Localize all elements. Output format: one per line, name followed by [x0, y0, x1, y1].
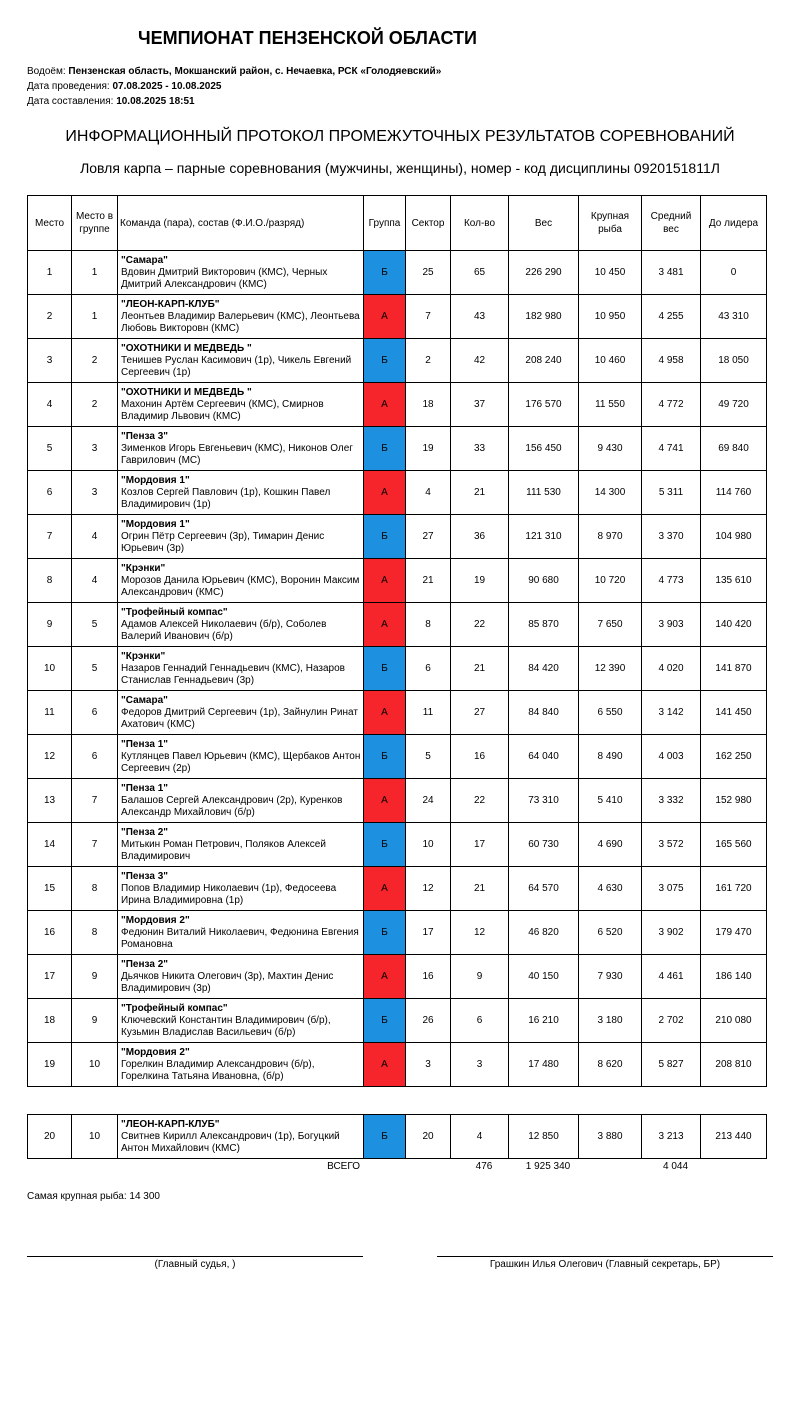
cell-avg: 4 020	[642, 647, 701, 691]
cell-avg: 3 481	[642, 251, 701, 295]
cell-place: 14	[28, 823, 72, 867]
group-badge: А	[364, 383, 406, 427]
cell-place: 12	[28, 735, 72, 779]
cell-count: 42	[451, 339, 509, 383]
cell-big-fish: 3 180	[579, 999, 642, 1043]
team-members: Балашов Сергей Александрович (2р), Куренков Александр Михайлович (б/р)	[121, 794, 343, 818]
table-row	[28, 867, 767, 911]
cell-sector: 17	[406, 911, 451, 955]
cell-big-fish: 8 620	[579, 1043, 642, 1087]
cell-place: 2	[28, 295, 72, 339]
venue-value: Пензенская область, Мокшанский район, с. Нечаевка, РСК «Голодяевский»	[68, 66, 442, 77]
venue-line	[27, 64, 441, 79]
totals-avg: 4 044	[662, 1161, 689, 1172]
team-name: "Крэнки"	[121, 562, 166, 574]
cell-count: 17	[451, 823, 509, 867]
cell-to-leader: 140 420	[701, 603, 767, 647]
cell-big-fish: 4 690	[579, 823, 642, 867]
cell-sector: 11	[406, 691, 451, 735]
cell-avg: 3 903	[642, 603, 701, 647]
cell-place: 7	[28, 515, 72, 559]
cell-place: 13	[28, 779, 72, 823]
cell-to-leader: 208 810	[701, 1043, 767, 1087]
cell-place: 3	[28, 339, 72, 383]
cell-sector: 27	[406, 515, 451, 559]
cell-to-leader: 69 840	[701, 427, 767, 471]
col-header-avg: Средний вес	[642, 196, 701, 251]
team-name: "Мордовия 1"	[121, 518, 190, 530]
table-row	[28, 339, 767, 383]
cell-sector: 25	[406, 251, 451, 295]
group-badge: А	[364, 691, 406, 735]
cell-place: 9	[28, 603, 72, 647]
cell-team	[118, 427, 364, 471]
cell-sector: 10	[406, 823, 451, 867]
cell-team	[118, 471, 364, 515]
cell-avg: 4 255	[642, 295, 701, 339]
judge-signature-line	[27, 1256, 363, 1257]
cell-group-place: 9	[72, 999, 118, 1043]
cell-team	[118, 735, 364, 779]
cell-sector: 26	[406, 999, 451, 1043]
totals-label: ВСЕГО	[327, 1161, 360, 1172]
secretary-signature-label: Грашкин Илья Олегович (Главный секретарь, БР)	[489, 1259, 721, 1270]
cell-to-leader: 49 720	[701, 383, 767, 427]
cell-count: 19	[451, 559, 509, 603]
cell-big-fish: 3 880	[579, 1115, 642, 1159]
cell-weight: 84 420	[509, 647, 579, 691]
cell-group-place: 10	[72, 1043, 118, 1087]
cell-to-leader: 161 720	[701, 867, 767, 911]
cell-group-place: 4	[72, 515, 118, 559]
cell-sector: 7	[406, 295, 451, 339]
group-badge: Б	[364, 735, 406, 779]
team-members: Морозов Данила Юрьевич (КМС), Воронин Максим Александрович (КМС)	[121, 574, 360, 598]
group-badge: Б	[364, 251, 406, 295]
team-members: Митькин Роман Петрович, Поляков Алексей Владимирович	[121, 838, 326, 862]
group-badge: А	[364, 559, 406, 603]
cell-avg: 3 902	[642, 911, 701, 955]
cell-to-leader: 162 250	[701, 735, 767, 779]
cell-weight: 40 150	[509, 955, 579, 999]
col-header-weight: Вес	[509, 196, 579, 251]
cell-avg: 4 773	[642, 559, 701, 603]
cell-place: 1	[28, 251, 72, 295]
group-badge: А	[364, 867, 406, 911]
cell-big-fish: 9 430	[579, 427, 642, 471]
team-name: "Пенза 2"	[121, 958, 169, 970]
totals-count: 476	[475, 1161, 493, 1172]
group-badge: Б	[364, 339, 406, 383]
cell-avg: 4 741	[642, 427, 701, 471]
cell-weight: 73 310	[509, 779, 579, 823]
judge-signature-label: (Главный судья, )	[154, 1259, 236, 1270]
cell-sector: 24	[406, 779, 451, 823]
cell-count: 9	[451, 955, 509, 999]
cell-sector: 12	[406, 867, 451, 911]
table-row	[28, 911, 767, 955]
group-badge: А	[364, 955, 406, 999]
col-header-group: Группа	[364, 196, 406, 251]
team-name: "Мордовия 1"	[121, 474, 190, 486]
cell-place: 4	[28, 383, 72, 427]
cell-group-place: 8	[72, 911, 118, 955]
cell-place: 15	[28, 867, 72, 911]
compiled-label: Дата составления:	[27, 96, 114, 107]
cell-weight: 182 980	[509, 295, 579, 339]
team-members: Попов Владимир Николаевич (1р), Федосеева Ирина Владимировна (1р)	[121, 882, 337, 906]
table-row	[28, 603, 767, 647]
cell-big-fish: 8 970	[579, 515, 642, 559]
cell-big-fish: 5 410	[579, 779, 642, 823]
cell-weight: 121 310	[509, 515, 579, 559]
cell-group-place: 2	[72, 383, 118, 427]
cell-big-fish: 8 490	[579, 735, 642, 779]
group-badge: А	[364, 471, 406, 515]
team-members: Зименков Игорь Евгеньевич (КМС), Никонов Олег Гаврилович (МС)	[121, 442, 353, 466]
cell-avg: 4 003	[642, 735, 701, 779]
table-row	[28, 295, 767, 339]
cell-avg: 2 702	[642, 999, 701, 1043]
cell-place: 18	[28, 999, 72, 1043]
team-name: "Пенза 2"	[121, 826, 169, 838]
cell-avg: 4 772	[642, 383, 701, 427]
compiled-line	[27, 94, 195, 109]
cell-team	[118, 647, 364, 691]
team-members: Назаров Геннадий Геннадьевич (КМС), Назаров Станислав Геннадьевич (3р)	[121, 662, 345, 686]
protocol-title: ИНФОРМАЦИОННЫЙ ПРОТОКОЛ ПРОМЕЖУТОЧНЫХ РЕЗУЛЬТАТОВ СОРЕВНОВАНИЙ	[65, 128, 735, 145]
cell-to-leader: 141 450	[701, 691, 767, 735]
page-title: ЧЕМПИОНАТ ПЕНЗЕНСКОЙ ОБЛАСТИ	[138, 28, 477, 48]
results-table	[27, 195, 767, 1087]
cell-team	[118, 955, 364, 999]
team-members: Тенишев Руслан Касимович (1р), Чикель Евгений Сергеевич (1р)	[121, 354, 352, 378]
cell-team	[118, 1043, 364, 1087]
cell-avg: 4 958	[642, 339, 701, 383]
team-members: Дьячков Никита Олегович (3р), Махтин Денис Владимирович (3р)	[121, 970, 334, 994]
cell-count: 6	[451, 999, 509, 1043]
cell-team	[118, 339, 364, 383]
team-name: "ОХОТНИКИ И МЕДВЕДЬ "	[121, 342, 252, 354]
cell-sector: 19	[406, 427, 451, 471]
cell-team	[118, 691, 364, 735]
totals-weight: 1 925 340	[525, 1161, 571, 1172]
cell-big-fish: 10 460	[579, 339, 642, 383]
col-header-team: Команда (пара), состав (Ф.И.О./разряд)	[118, 196, 364, 251]
cell-avg: 3 075	[642, 867, 701, 911]
col-header-sector: Сектор	[406, 196, 451, 251]
cell-weight: 111 530	[509, 471, 579, 515]
cell-big-fish: 10 720	[579, 559, 642, 603]
team-name: "Трофейный компас"	[121, 606, 228, 618]
table-row	[28, 691, 767, 735]
team-members: Горелкин Владимир Александрович (б/р), Горелкина Татьяна Ивановна, (б/р)	[121, 1058, 315, 1082]
cell-team	[118, 1115, 364, 1159]
cell-count: 21	[451, 647, 509, 691]
group-badge: А	[364, 295, 406, 339]
col-header-to-leader: До лидера	[701, 196, 767, 251]
team-name: "ЛЕОН-КАРП-КЛУБ"	[121, 1118, 220, 1130]
cell-big-fish: 6 520	[579, 911, 642, 955]
cell-to-leader: 43 310	[701, 295, 767, 339]
team-name: "ЛЕОН-КАРП-КЛУБ"	[121, 298, 220, 310]
cell-group-place: 3	[72, 427, 118, 471]
cell-team	[118, 559, 364, 603]
table-row	[28, 559, 767, 603]
cell-group-place: 6	[72, 735, 118, 779]
group-badge: А	[364, 603, 406, 647]
cell-avg: 3 213	[642, 1115, 701, 1159]
cell-big-fish: 10 450	[579, 251, 642, 295]
cell-team	[118, 779, 364, 823]
cell-sector: 3	[406, 1043, 451, 1087]
cell-count: 21	[451, 867, 509, 911]
cell-place: 8	[28, 559, 72, 603]
cell-big-fish: 10 950	[579, 295, 642, 339]
cell-big-fish: 12 390	[579, 647, 642, 691]
team-name: "Пенза 1"	[121, 782, 169, 794]
team-name: "ОХОТНИКИ И МЕДВЕДЬ "	[121, 386, 252, 398]
cell-weight: 85 870	[509, 603, 579, 647]
group-badge: Б	[364, 823, 406, 867]
group-badge: А	[364, 1043, 406, 1087]
team-members: Ключевский Константин Владимирович (б/р), Кузьмин Владислав Васильевич (б/р)	[121, 1014, 331, 1038]
cell-weight: 16 210	[509, 999, 579, 1043]
discipline-line: Ловля карпа – парные соревнования (мужчины, женщины), номер - код дисциплины 0920151811Л	[80, 160, 720, 176]
biggest-fish: Самая крупная рыба: 14 300	[27, 1191, 160, 1202]
cell-group-place: 7	[72, 779, 118, 823]
cell-weight: 156 450	[509, 427, 579, 471]
cell-place: 10	[28, 647, 72, 691]
header-row	[28, 196, 767, 251]
table-row	[28, 955, 767, 999]
cell-group-place: 5	[72, 647, 118, 691]
cell-big-fish: 6 550	[579, 691, 642, 735]
cell-weight: 84 840	[509, 691, 579, 735]
cell-count: 3	[451, 1043, 509, 1087]
cell-place: 17	[28, 955, 72, 999]
cell-big-fish: 7 930	[579, 955, 642, 999]
cell-to-leader: 152 980	[701, 779, 767, 823]
cell-weight: 46 820	[509, 911, 579, 955]
cell-to-leader: 179 470	[701, 911, 767, 955]
cell-group-place: 5	[72, 603, 118, 647]
table-row	[28, 515, 767, 559]
cell-weight: 176 570	[509, 383, 579, 427]
cell-count: 27	[451, 691, 509, 735]
group-badge: Б	[364, 427, 406, 471]
team-members: Свитнев Кирилл Александрович (1р), Богуцкий Антон Михайлович (КМС)	[121, 1130, 340, 1154]
cell-weight: 208 240	[509, 339, 579, 383]
cell-to-leader: 165 560	[701, 823, 767, 867]
dates-line	[27, 79, 221, 94]
dates-value: 07.08.2025 - 10.08.2025	[112, 81, 222, 92]
cell-count: 65	[451, 251, 509, 295]
team-members: Адамов Алексей Николаевич (б/р), Соболев Валерий Иванович (б/р)	[121, 618, 327, 642]
cell-team	[118, 603, 364, 647]
team-members: Федоров Дмитрий Сергеевич (1р), Зайнулин Ринат Ахатович (КМС)	[121, 706, 358, 730]
cell-group-place: 7	[72, 823, 118, 867]
group-badge: Б	[364, 647, 406, 691]
cell-weight: 12 850	[509, 1115, 579, 1159]
cell-group-place: 4	[72, 559, 118, 603]
cell-team	[118, 515, 364, 559]
cell-avg: 5 827	[642, 1043, 701, 1087]
cell-sector: 21	[406, 559, 451, 603]
cell-to-leader: 186 140	[701, 955, 767, 999]
cell-count: 33	[451, 427, 509, 471]
cell-team	[118, 867, 364, 911]
venue-label: Водоём:	[27, 66, 66, 77]
cell-sector: 5	[406, 735, 451, 779]
cell-place: 16	[28, 911, 72, 955]
group-badge: Б	[364, 1115, 406, 1159]
cell-count: 43	[451, 295, 509, 339]
cell-weight: 17 480	[509, 1043, 579, 1087]
team-name: "Пенза 3"	[121, 430, 169, 442]
table-row	[28, 251, 767, 295]
team-members: Федюнин Виталий Николаевич, Федюнина Евгения Романовна	[121, 926, 359, 950]
cell-to-leader: 210 080	[701, 999, 767, 1043]
team-members: Огрин Пётр Сергеевич (3р), Тимарин Денис Юрьевич (3р)	[121, 530, 325, 554]
cell-sector: 8	[406, 603, 451, 647]
cell-group-place: 1	[72, 251, 118, 295]
cell-avg: 5 311	[642, 471, 701, 515]
cell-group-place: 3	[72, 471, 118, 515]
cell-count: 16	[451, 735, 509, 779]
table-row	[28, 779, 767, 823]
team-name: "Пенза 1"	[121, 738, 169, 750]
cell-group-place: 1	[72, 295, 118, 339]
group-badge: А	[364, 779, 406, 823]
results-table-continued	[27, 1114, 767, 1159]
cell-avg: 4 461	[642, 955, 701, 999]
team-members: Махонин Артём Сергеевич (КМС), Смирнов Владимир Львович (КМС)	[121, 398, 324, 422]
team-name: "Мордовия 2"	[121, 914, 190, 926]
cell-big-fish: 4 630	[579, 867, 642, 911]
cell-team	[118, 383, 364, 427]
cell-avg: 3 142	[642, 691, 701, 735]
cell-weight: 64 570	[509, 867, 579, 911]
compiled-value: 10.08.2025 18:51	[116, 96, 195, 107]
team-members: Козлов Сергей Павлович (1р), Кошкин Павел Владимирович (1р)	[121, 486, 331, 510]
cell-group-place: 10	[72, 1115, 118, 1159]
cell-sector: 6	[406, 647, 451, 691]
cell-sector: 20	[406, 1115, 451, 1159]
cell-count: 21	[451, 471, 509, 515]
cell-big-fish: 7 650	[579, 603, 642, 647]
cell-to-leader: 141 870	[701, 647, 767, 691]
cell-weight: 90 680	[509, 559, 579, 603]
cell-count: 37	[451, 383, 509, 427]
col-header-big-fish: Крупная рыба	[579, 196, 642, 251]
cell-avg: 3 332	[642, 779, 701, 823]
cell-group-place: 9	[72, 955, 118, 999]
team-name: "Крэнки"	[121, 650, 166, 662]
cell-to-leader: 114 760	[701, 471, 767, 515]
cell-weight: 226 290	[509, 251, 579, 295]
table-row	[28, 1115, 767, 1159]
cell-place: 11	[28, 691, 72, 735]
cell-weight: 64 040	[509, 735, 579, 779]
cell-team	[118, 823, 364, 867]
team-name: "Мордовия 2"	[121, 1046, 190, 1058]
cell-to-leader: 18 050	[701, 339, 767, 383]
cell-count: 12	[451, 911, 509, 955]
cell-group-place: 6	[72, 691, 118, 735]
cell-place: 5	[28, 427, 72, 471]
cell-team	[118, 295, 364, 339]
team-name: "Самара"	[121, 254, 168, 266]
cell-sector: 18	[406, 383, 451, 427]
group-badge: Б	[364, 515, 406, 559]
cell-avg: 3 370	[642, 515, 701, 559]
secretary-signature-line	[437, 1256, 773, 1257]
table-row	[28, 471, 767, 515]
team-name: "Самара"	[121, 694, 168, 706]
cell-team	[118, 911, 364, 955]
cell-to-leader: 104 980	[701, 515, 767, 559]
team-members: Вдовин Дмитрий Викторович (КМС), Черных Дмитрий Александрович (КМС)	[121, 266, 328, 290]
cell-group-place: 8	[72, 867, 118, 911]
cell-team	[118, 999, 364, 1043]
cell-big-fish: 11 550	[579, 383, 642, 427]
table-row	[28, 823, 767, 867]
table-row	[28, 427, 767, 471]
team-name: "Трофейный компас"	[121, 1002, 228, 1014]
cell-sector: 4	[406, 471, 451, 515]
cell-sector: 2	[406, 339, 451, 383]
team-members: Кутлянцев Павел Юрьевич (КМС), Щербаков Антон Сергеевич (2р)	[121, 750, 361, 774]
cell-to-leader: 135 610	[701, 559, 767, 603]
cell-place: 20	[28, 1115, 72, 1159]
group-badge: Б	[364, 999, 406, 1043]
cell-to-leader: 213 440	[701, 1115, 767, 1159]
cell-group-place: 2	[72, 339, 118, 383]
cell-count: 22	[451, 603, 509, 647]
cell-weight: 60 730	[509, 823, 579, 867]
team-name: "Пенза 3"	[121, 870, 169, 882]
table-row	[28, 383, 767, 427]
table-row	[28, 1043, 767, 1087]
table-row	[28, 999, 767, 1043]
dates-label: Дата проведения:	[27, 81, 110, 92]
cell-place: 19	[28, 1043, 72, 1087]
col-header-count: Кол-во	[451, 196, 509, 251]
cell-count: 36	[451, 515, 509, 559]
cell-big-fish: 14 300	[579, 471, 642, 515]
cell-avg: 3 572	[642, 823, 701, 867]
team-members: Леонтьев Владимир Валерьевич (КМС), Леонтьева Любовь Викторовн (КМС)	[121, 310, 360, 334]
table-row	[28, 647, 767, 691]
cell-count: 4	[451, 1115, 509, 1159]
cell-place: 6	[28, 471, 72, 515]
cell-count: 22	[451, 779, 509, 823]
cell-sector: 16	[406, 955, 451, 999]
cell-to-leader: 0	[701, 251, 767, 295]
col-header-place: Место	[28, 196, 72, 251]
cell-team	[118, 251, 364, 295]
col-header-group-place: Место в группе	[72, 196, 118, 251]
table-row	[28, 735, 767, 779]
group-badge: Б	[364, 911, 406, 955]
